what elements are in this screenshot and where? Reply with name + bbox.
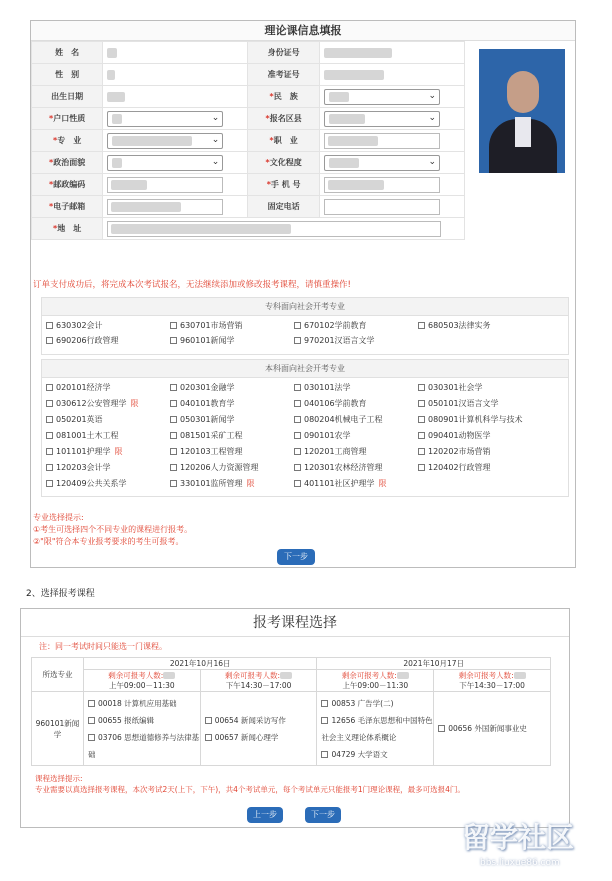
checkbox-label: 090101农学 [304,431,351,440]
course-option[interactable] [88,695,200,712]
checkbox-label: 680503法律实务 [428,321,491,330]
hukou-select[interactable] [107,111,223,127]
checkbox-label: 120301农林经济管理 [304,463,383,472]
checkbox[interactable] [418,416,425,423]
checkbox[interactable] [205,734,212,741]
checkbox-label: 030612公安管理学 [56,399,127,408]
label-occupation: *职 业 [248,130,320,152]
checkbox[interactable] [170,400,177,407]
checkbox-label: 120203会计学 [56,463,111,472]
course-label: 00853 广告学(二) [331,698,394,708]
checkbox[interactable] [294,464,301,471]
undergrad-major-checkbox[interactable] [170,398,235,409]
label-postcode: *邮政编码 [32,174,103,196]
course-note: 注：同一考试时间只能选一门课程。 [39,642,167,651]
undergrad-major-checkbox[interactable] [294,414,383,425]
course-tips [35,773,555,795]
course-option[interactable] [205,712,317,729]
undergrad-major-checkbox[interactable] [46,398,139,409]
specialist-major-checkbox[interactable] [294,335,375,346]
course-option[interactable] [88,729,200,763]
course-label: 00657 新闻心理学 [214,732,279,742]
label-landline: 固定电话 [248,196,320,218]
checkbox[interactable] [170,464,177,471]
specialist-major-checkbox[interactable] [46,335,119,346]
label-ethnicity: *民 族 [248,86,320,108]
specialist-major-checkbox[interactable] [170,320,243,331]
major-select[interactable] [107,133,223,149]
checkbox-label: 960101新闻学 [180,336,235,345]
checkbox-label: 080901计算机科学与技术 [428,415,523,424]
checkbox[interactable] [294,432,301,439]
next-step-button[interactable]: 下一步 [277,549,315,565]
specialist-major-checkbox[interactable] [418,320,491,331]
date1-header: 2021年10月16日 [83,658,317,670]
limited-mark: 限 [130,399,139,408]
checkbox[interactable] [321,700,328,707]
occupation-input[interactable] [324,133,440,149]
checkbox[interactable] [170,432,177,439]
undergrad-major-checkbox[interactable] [418,382,483,393]
undergrad-major-checkbox[interactable] [170,478,255,489]
watermark-logo: 留学社区 [462,821,575,854]
checkbox[interactable] [46,464,53,471]
checkbox[interactable] [294,400,301,407]
form-title: 理论课信息填报 [31,21,575,41]
checkbox-label: 630302会计 [56,321,103,330]
checkbox-label: 050101汉语言文学 [428,399,499,408]
education-select[interactable] [324,155,440,171]
checkbox-label: 050301新闻学 [180,415,235,424]
checkbox-label: 020301金融学 [180,383,235,392]
checkbox-label: 630701市场营销 [180,321,243,330]
label-region: *报名区县 [248,108,320,130]
region-select[interactable] [324,111,440,127]
checkbox[interactable] [418,322,425,329]
chevron-down-icon: ⌄ [428,90,437,101]
email-input[interactable] [107,199,223,215]
checkbox-label: 090401动物医学 [428,431,491,440]
value-exam-number [320,64,465,86]
session-2-header: 剩余可报考人数: 下午14:30－17:00 [200,670,317,692]
major-tips [33,512,192,548]
undergrad-major-checkbox[interactable] [46,446,123,457]
checkbox[interactable] [294,322,301,329]
course-label: 00018 计算机应用基础 [97,698,177,708]
checkbox-label: 120202市场营销 [428,447,491,456]
course-option[interactable] [88,712,200,729]
course-option[interactable] [321,712,433,746]
checkbox-label: 081001土木工程 [56,431,119,440]
label-hukou: *户口性质 [32,108,103,130]
limited-mark: 限 [246,479,255,488]
ethnicity-select[interactable] [324,89,440,105]
checkbox[interactable] [418,448,425,455]
watermark-url: bbs.liuxue86.com [480,858,560,868]
undergrad-major-checkbox[interactable] [170,446,243,457]
checkbox-label: 401101社区护理学 [304,479,375,488]
course-selection-panel [20,608,570,828]
undergrad-major-checkbox[interactable] [418,446,491,457]
postcode-input[interactable] [107,177,223,193]
checkbox-label: 330101监所管理 [180,479,243,488]
undergrad-major-checkbox[interactable] [170,430,243,441]
chevron-down-icon: ⌄ [211,156,220,167]
checkbox-label: 030101法学 [304,383,351,392]
limited-mark: 限 [378,479,387,488]
date2-header: 2021年10月17日 [317,658,551,670]
info-form-panel [30,20,576,568]
checkbox[interactable] [418,432,425,439]
chevron-down-icon: ⌄ [211,112,220,123]
checkbox-label: 690206行政管理 [56,336,119,345]
checkbox-label: 670102学前教育 [304,321,367,330]
course-label: 12656 毛泽东思想和中国特色社会主义理论体系概论 [321,715,433,742]
undergrad-major-checkbox[interactable] [294,430,351,441]
checkbox[interactable] [46,480,53,487]
undergrad-section [41,359,569,497]
undergrad-major-checkbox[interactable] [418,414,523,425]
session-4-courses [434,692,551,766]
limited-mark: 限 [114,447,123,456]
value-birth [103,86,248,108]
phone-input[interactable] [324,177,440,193]
undergrad-major-checkbox[interactable] [46,462,111,473]
value-gender [103,64,248,86]
course-table [31,657,551,766]
course-option[interactable] [438,720,550,737]
checkbox[interactable] [170,480,177,487]
id-photo [479,49,565,173]
checkbox-label: 050201英语 [56,415,103,424]
checkbox[interactable] [294,448,301,455]
checkbox-label: 101101护理学 [56,447,111,456]
session-3-header: 剩余可报考人数: 上午09:00－11:30 [317,670,434,692]
address-input[interactable] [107,221,441,237]
chevron-down-icon: ⌄ [428,156,437,167]
course-label: 03706 思想道德修养与法律基础 [87,732,200,759]
value-id-number [320,42,465,64]
payment-warning: 订单支付成功后，将完成本次考试报名，无法继续添加或修改报考课程，请慎重操作! [33,280,351,290]
label-education: *文化程度 [248,152,320,174]
course-tips-title: 课程选择提示: [35,774,83,783]
checkbox[interactable] [46,322,53,329]
major-tips-line1: ①考生可选择四个不同专业的课程进行报考。 [33,525,193,534]
checkbox[interactable] [438,725,445,732]
checkbox[interactable] [294,480,301,487]
undergrad-major-checkbox[interactable] [294,382,351,393]
checkbox[interactable] [170,322,177,329]
course-option[interactable] [321,746,433,763]
major-tips-line2: ②"限"符合本专业报考要求的考生可报考。 [33,537,184,546]
checkbox[interactable] [321,717,328,724]
landline-input[interactable] [324,199,440,215]
checkbox[interactable] [46,400,53,407]
specialist-major-checkbox[interactable] [294,320,367,331]
checkbox-label: 020101经济学 [56,383,111,392]
undergrad-major-checkbox[interactable] [294,462,383,473]
undergrad-major-checkbox[interactable] [170,414,235,425]
label-birth: 出生日期 [32,86,103,108]
course-label: 00654 新闻采访写作 [214,715,286,725]
course-label: 00656 外国新闻事业史 [448,724,527,733]
checkbox[interactable] [46,337,53,344]
undergrad-major-checkbox[interactable] [170,462,259,473]
undergrad-major-checkbox[interactable] [46,430,119,441]
checkbox-label: 040106学前教育 [304,399,367,408]
checkbox[interactable] [321,751,328,758]
checkbox-label: 120402行政管理 [428,463,491,472]
label-exam-number: 准考证号 [248,64,320,86]
chevron-down-icon: ⌄ [211,134,220,145]
label-gender: 性 别 [32,64,103,86]
course-title: 报考课程选择 [21,609,569,637]
checkbox-label: 081501采矿工程 [180,431,243,440]
checkbox[interactable] [205,717,212,724]
political-select[interactable] [107,155,223,171]
specialist-section [41,297,569,355]
checkbox[interactable] [46,416,53,423]
checkbox[interactable] [418,384,425,391]
checkbox-label: 040101教育学 [180,399,235,408]
specialist-major-checkbox[interactable] [170,335,235,346]
course-label: 00655 报纸编辑 [97,715,155,725]
label-id-number: 身份证号 [248,42,320,64]
checkbox[interactable] [88,717,95,724]
undergrad-major-checkbox[interactable] [294,478,387,489]
undergrad-major-checkbox[interactable] [46,414,103,425]
checkbox[interactable] [170,384,177,391]
checkbox-label: 120103工程管理 [180,447,243,456]
checkbox[interactable] [294,337,301,344]
checkbox-label: 120409公共关系学 [56,479,127,488]
course-tips-text: 专业需要以真选择报考课程，本次考试2天(上下，下午)，共4个考试单元，每个考试单元只能报考1门理论课程，最多可选报4门。 [35,785,465,794]
checkbox[interactable] [88,734,95,741]
chevron-down-icon: ⌄ [428,112,437,123]
value-name [103,42,248,64]
undergrad-major-checkbox[interactable] [418,430,491,441]
undergrad-header: 本科面向社会开考专业 [42,360,568,378]
checkbox[interactable] [46,384,53,391]
course-option[interactable] [205,729,317,746]
checkbox[interactable] [418,400,425,407]
undergrad-major-checkbox[interactable] [46,478,127,489]
checkbox[interactable] [170,448,177,455]
info-table [31,41,465,240]
course-option[interactable] [321,695,433,712]
undergrad-major-checkbox[interactable] [46,382,111,393]
session-1-header: 剩余可报考人数: 上午09:00－11:30 [83,670,200,692]
session-2-courses [200,692,317,766]
undergrad-major-checkbox[interactable] [418,398,499,409]
prev-step-button[interactable]: 上一步 [247,807,283,823]
checkbox[interactable] [294,384,301,391]
step2-heading: 2、选择报考课程 [26,589,95,599]
checkbox-label: 970201汉语言文学 [304,336,375,345]
label-major: *专 业 [32,130,103,152]
course-next-button[interactable]: 下一步 [305,807,341,823]
session-1-courses [83,692,200,766]
checkbox[interactable] [170,337,177,344]
label-address: *地 址 [32,218,103,240]
selected-major: 960101新闻学 [32,692,84,766]
label-name: 姓 名 [32,42,103,64]
label-political: *政治面貌 [32,152,103,174]
undergrad-major-checkbox[interactable] [170,382,235,393]
checkbox[interactable] [294,416,301,423]
undergrad-major-checkbox[interactable] [294,398,367,409]
label-email: *电子邮箱 [32,196,103,218]
checkbox[interactable] [46,432,53,439]
undergrad-major-checkbox[interactable] [418,462,491,473]
checkbox-label: 120206人力资源管理 [180,463,259,472]
course-label: 04729 大学语文 [331,749,388,759]
checkbox-label: 030301社会学 [428,383,483,392]
session-3-courses [317,692,434,766]
major-tips-title: 专业选择提示: [33,513,84,522]
checkbox[interactable] [418,464,425,471]
checkbox-label: 120201工商管理 [304,447,367,456]
undergrad-major-checkbox[interactable] [294,446,367,457]
checkbox-label: 080204机械电子工程 [304,415,383,424]
col-major-header: 所选专业 [32,658,84,692]
checkbox[interactable] [88,700,95,707]
specialist-major-checkbox[interactable] [46,320,103,331]
specialist-header: 专科面向社会开考专业 [42,298,568,316]
checkbox[interactable] [170,416,177,423]
label-phone: *手 机 号 [248,174,320,196]
checkbox[interactable] [46,448,53,455]
session-4-header: 剩余可报考人数: 下午14:30－17:00 [434,670,551,692]
